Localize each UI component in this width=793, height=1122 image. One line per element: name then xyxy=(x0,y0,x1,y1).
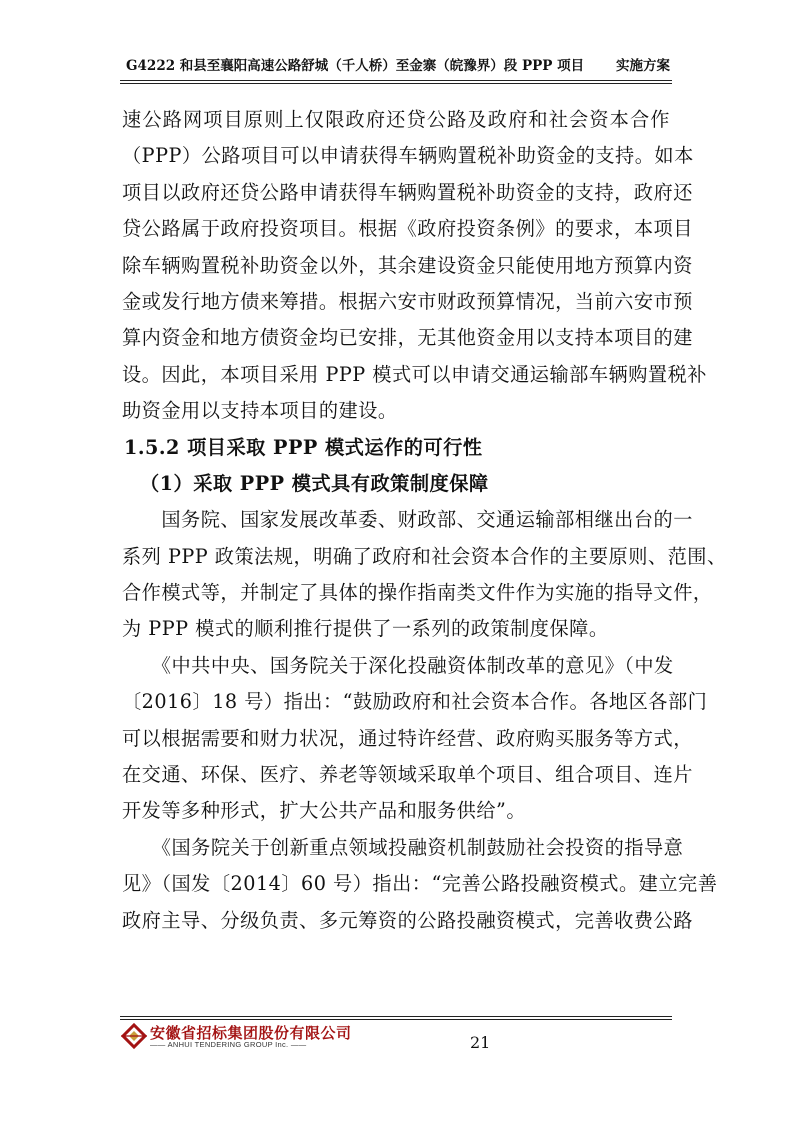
paragraph-4 xyxy=(122,830,718,939)
text-line: 设。因此，本项目采用 PPP 模式可以申请交通运输部车辆购置税补 xyxy=(122,362,707,386)
text-line: 国务院、国家发展改革委、财政部、交通运输部相继出台的一 xyxy=(122,508,693,532)
text-line: 贷公路属于政府投资项目。根据《政府投资条例》的要求，本项目 xyxy=(122,217,693,241)
paragraph-2 xyxy=(122,502,727,648)
company-name-cn: 安徽省招标集团股份有限公司 xyxy=(150,1024,352,1042)
company-logo-icon xyxy=(120,1022,150,1050)
page-number: 21 xyxy=(470,1033,491,1052)
company-name-en: —— ANHUI TENDERING GROUP Inc. —— xyxy=(150,1040,307,1049)
subsection-heading-1: （1）采取 PPP 模式具有政策制度保障 xyxy=(140,471,489,495)
company-logo xyxy=(120,1022,360,1052)
text-line: 速公路网项目原则上仅限政府还贷公路及政府和社会资本合作 xyxy=(122,108,670,131)
header-title: G4222 和县至襄阳高速公路舒城（千人桥）至金寨（皖豫界）段 PPP 项目 xyxy=(126,58,585,74)
text-line: 系列 PPP 政策法规，明确了政府和社会资本合作的主要原则、范围、 xyxy=(122,544,727,568)
text-line: 在交通、环保、医疗、养老等领域采取单个项目、组合项目、连片 xyxy=(122,763,693,787)
text-line: 为 PPP 模式的顺利推行提供了一系列的政策制度保障。 xyxy=(122,617,609,641)
paragraph-3 xyxy=(122,648,708,830)
text-line: 《中共中央、国务院关于深化投融资体制改革的意见》（中发 xyxy=(122,653,674,677)
text-line: 政府主导、分级负责、多元筹资的公路投融资模式，完善收费公路 xyxy=(122,908,693,932)
footer-rule xyxy=(120,1016,672,1017)
text-line: 可以根据需要和财力状况，通过特许经营、政府购买服务等方式， xyxy=(122,726,693,750)
document-body xyxy=(122,102,727,939)
text-line: 除车辆购置税补助资金以外，其余建设资金只能使用地方预算内资 xyxy=(122,253,693,277)
text-line: （PPP）公路项目可以申请获得车辆购置税补助资金的支持。如本 xyxy=(122,144,694,168)
section-heading-1-5-2: 1.5.2 项目采取 PPP 模式运作的可行性 xyxy=(124,435,483,459)
text-line: 算内资金和地方债资金均已安排，无其他资金用以支持本项目的建 xyxy=(122,326,693,350)
header-doc-type: 实施方案 xyxy=(616,58,670,74)
header-rule-thin xyxy=(120,83,672,84)
header-rule xyxy=(120,80,672,81)
paragraph-1 xyxy=(122,102,707,430)
text-line: 〔2016〕18 号）指出：“鼓励政府和社会资本合作。各地区各部门 xyxy=(122,690,708,714)
footer-rule-thin xyxy=(120,1019,672,1020)
text-line: 项目以政府还贷公路申请获得车辆购置税补助资金的支持，政府还 xyxy=(122,180,693,204)
text-line: 金或发行地方债来筹措。根据六安市财政预算情况，当前六安市预 xyxy=(122,289,693,313)
page-header xyxy=(120,52,670,74)
text-line: 合作模式等，并制定了具体的操作指南类文件作为实施的指导文件， xyxy=(122,581,713,605)
text-line: 《国务院关于创新重点领域投融资机制鼓励社会投资的指导意 xyxy=(122,835,684,859)
text-line: 开发等多种形式，扩大公共产品和服务供给”。 xyxy=(122,799,527,823)
text-line: 见》（国发〔2014〕60 号）指出：“完善公路投融资模式。建立完善 xyxy=(122,872,718,896)
text-line: 助资金用以支持本项目的建设。 xyxy=(122,399,398,423)
